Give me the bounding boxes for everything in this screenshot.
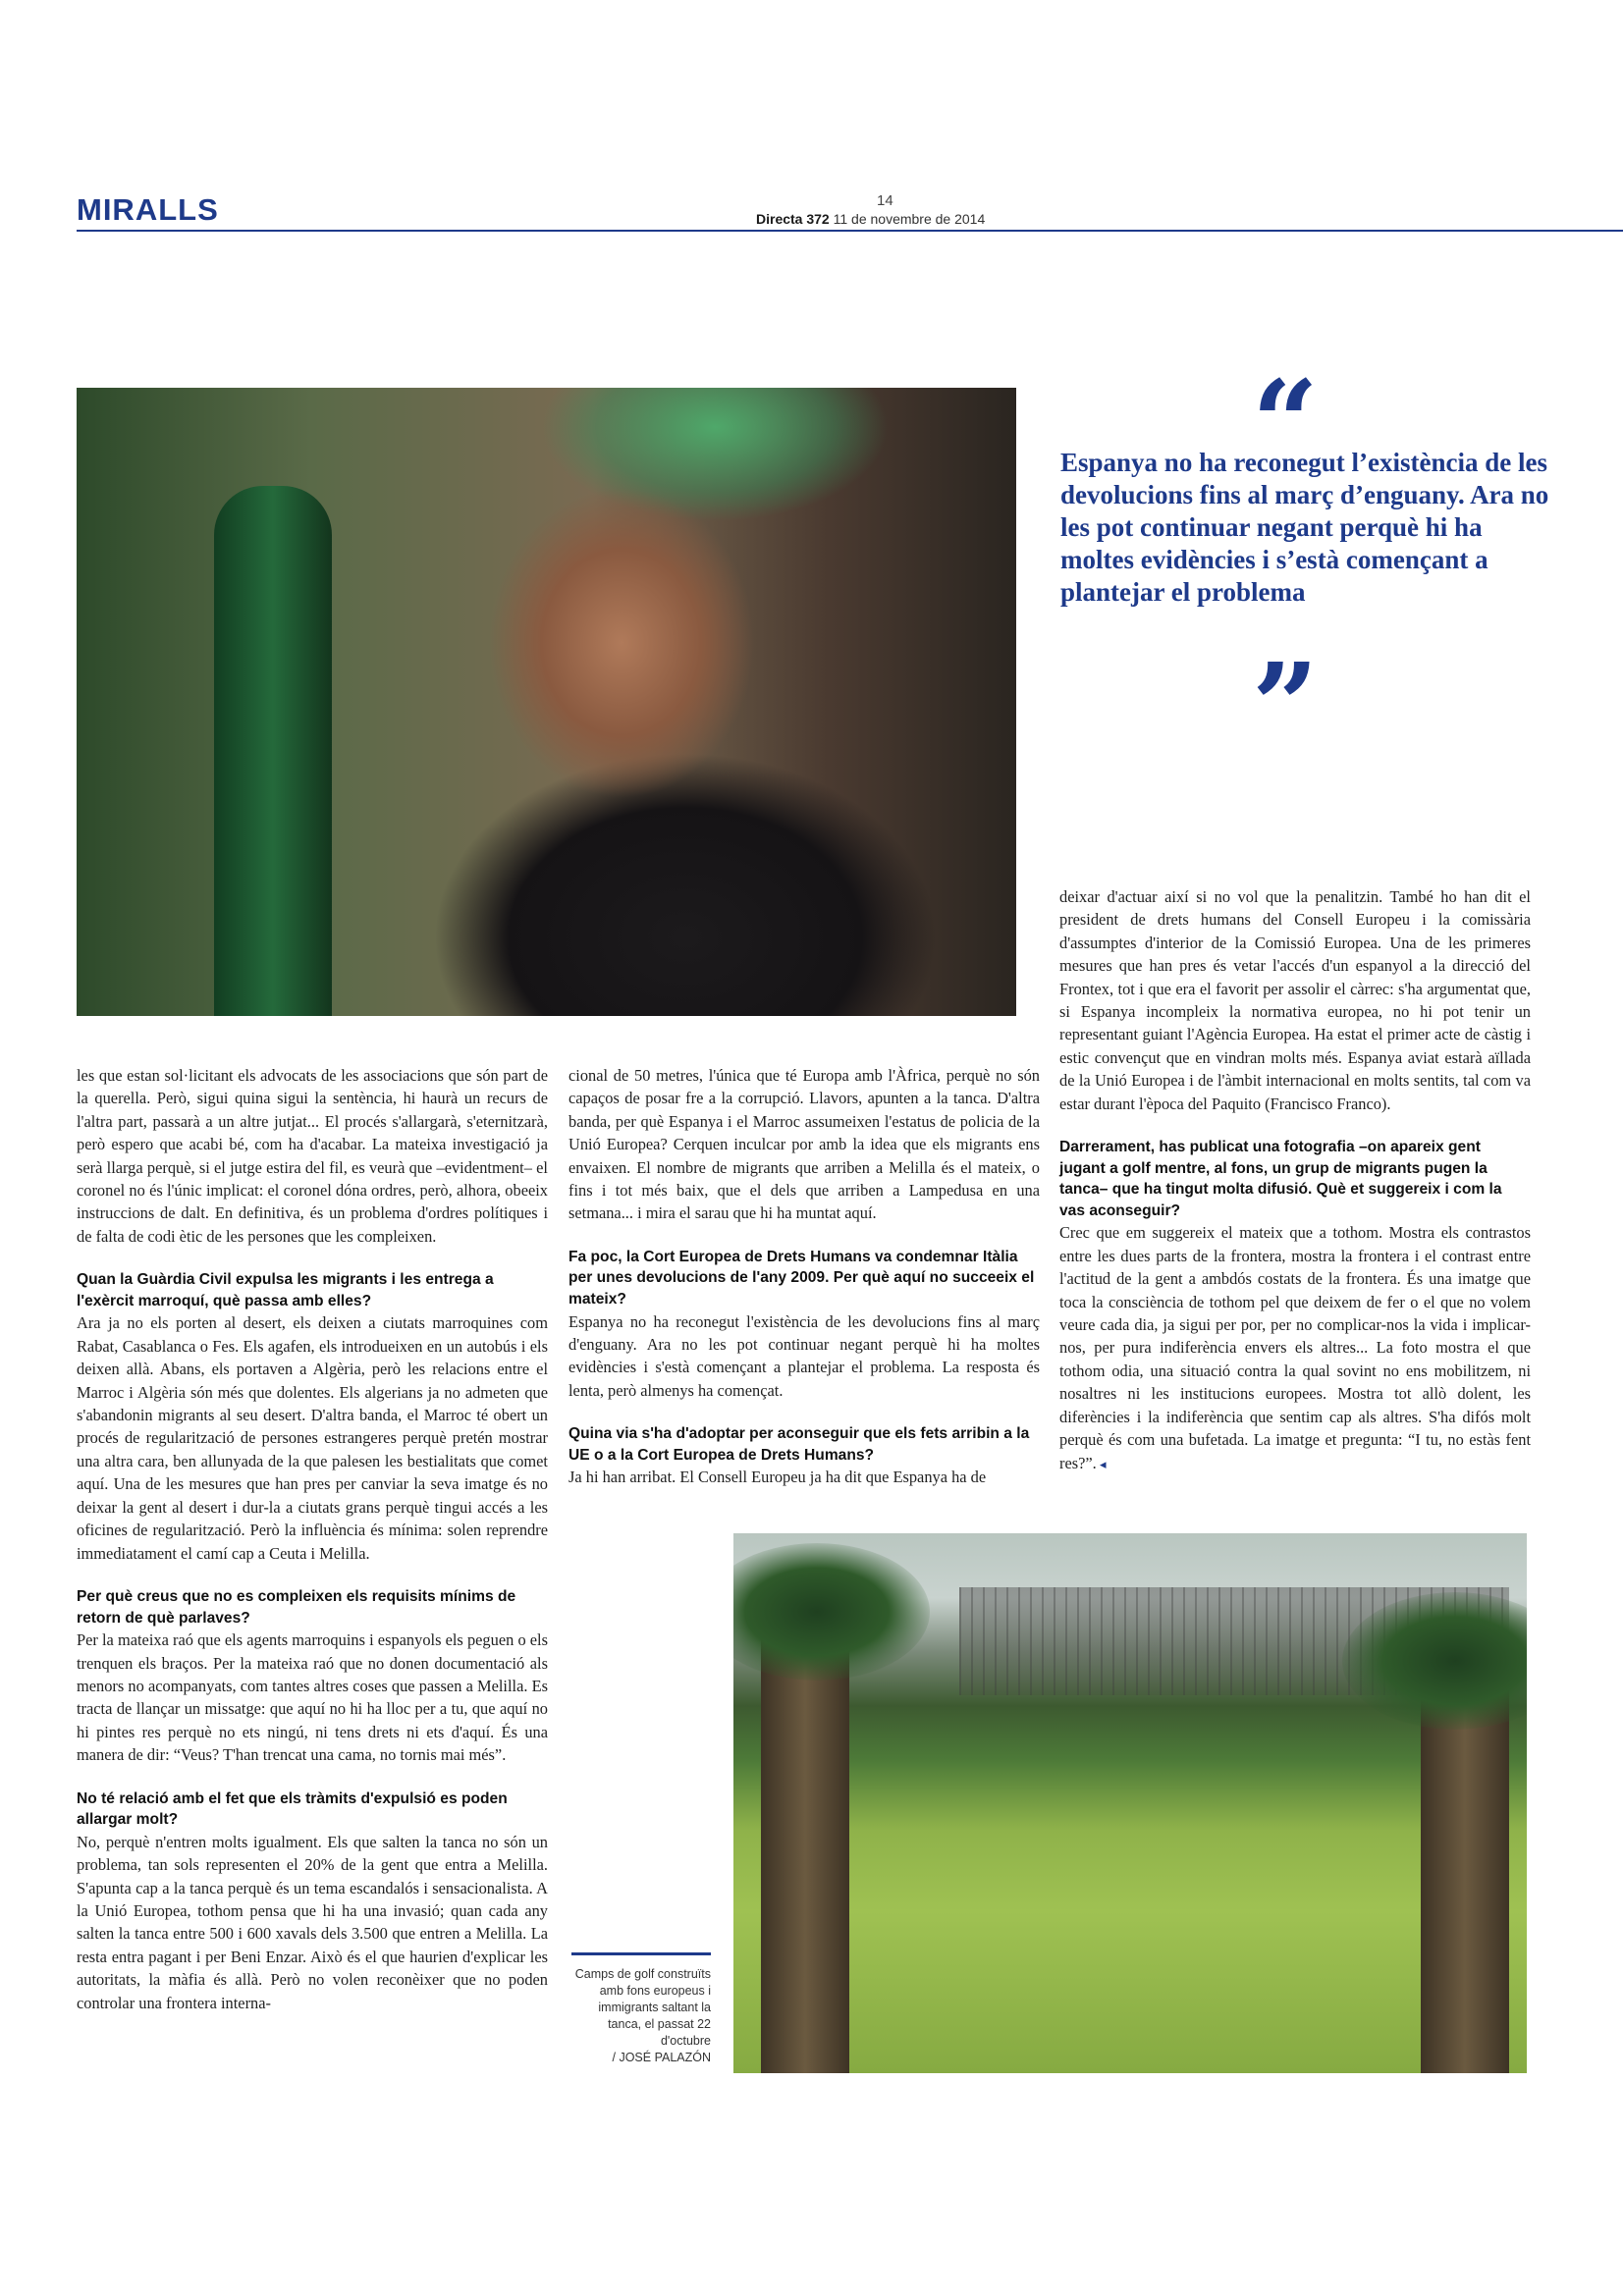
interview-answer: les que estan sol·licitant els advocats de les associacions que són part de la querella. Però, sigui quina sigui la sentència, hi haurà un recurs de l'altra part, passarà a un altre jutjat... El procés s'allargarà, s'eternitzarà, però espero que acabi bé, com ha d'acabar. La mateixa investigació ja serà llarga perquè, si el jutge estira del fil, es veurà que –evidentment– el coronel no és l'únic implicat: el coronel dóna ordres, però, alhora, obeeix instruccions de dalt. En definitiva, és un problema d'ordres polítiques i de falta de codi ètic de les persones que les compleixen. xyxy=(77,1066,548,1246)
interview-question: Per què creus que no es compleixen els requisits mínims de retorn de què parlaves? xyxy=(77,1587,516,1627)
interview-answer: deixar d'actuar així si no vol que la penalitzin. També ho han dit el president de drets humans del Consell Europeu i la comissària d'assumptes d'interior de la Comissió Europea. Una de les primeres mesures que han pres és vetar l'accés d'un espanyol a la direcció del Frontex, tot i que era el favorit per assolir el càrrec: s'ha argumentat que, si Espanya incompleix la normativa europea, no hi pot tenir un representant guiant l'Agència Europea. Ha estat el primer acte de càstig i estic convençut que en vindran molts més. Espanya aviat estarà aïllada de la Unió Europea i de l'àmbit internacional en molts sentits, tal com va estar durant l'època del Paquito (Francisco Franco). xyxy=(1059,887,1531,1113)
interview-question: Quina via s'ha d'adoptar per aconseguir que els fets arribin a la UE o a la Cort Europea de Drets Humans? xyxy=(568,1425,1030,1464)
interview-answer: No, perquè n'entren molts igualment. Els que salten la tanca no són un problema, tan sols representen el 20% de la gent que entra a Melilla. S'apunta cap a la tanca perquè és un tema escandalós i sensacionalista. A la Unió Europea, tothom pensa que hi ha una invasió; quan cada any salten la tanca entre 500 i 600 xavals dels 3.500 que entren a Melilla. La resta entra pagant i per Beni Enzar. Això és el que haurien d'explicar les autoritats, la màfia és allà. Però no volen reconèixer que no poden controlar una frontera interna- xyxy=(77,1832,548,2012)
caption-rule xyxy=(571,1952,711,1955)
interview-question: Darrerament, has publicat una fotografia –on apareix gent jugant a golf mentre, al fons, un grup de migrants pugen la tanca– que ha tingut molta difusió. Què et suggereix i com la vas aconseguir? xyxy=(1059,1139,1502,1219)
caption-text: Camps de golf construïts amb fons europeus i immigrants saltant la tanca, el passat 22 d'octubre xyxy=(574,1967,711,2048)
article-column-1 xyxy=(77,1064,548,2014)
interview-answer: Ara ja no els porten al desert, els deixen a ciutats marroquines com Rabat, Casablanca o Fes. Els agafen, els introdueixen en un autobús i els deixen allà. Abans, els portaven a Algèria, però les relacions entre el Marroc i Algèria són més que dolentes. Els algerians ja no admeten que s'abandonin migrants al seu desert. D'altra banda, el Marroc té obert un procés de regularització de persones estrangeres perquè pretén mostrar una altra cara, ben allunyada de la que palesen les bestialitats que comet aquí. Una de les mesures que han pres per canviar la seva imatge és no deixar la gent al desert i dur-la a ciutats grans perquè tingui accés a les oficines de regularització. Però la influència és mínima: solen reprendre immediatament el camí cap a Ceuta i Melilla. xyxy=(77,1313,548,1563)
interview-answer: Espanya no ha reconegut l'existència de les devolucions fins al març d'enguany. Ara no les pot continuar negant perquè hi ha moltes evidències i s'està començant a plantejar el problema. La resposta és lenta, però almenys ha començat. xyxy=(568,1311,1040,1400)
quote-close-mark: ” xyxy=(1252,637,1319,774)
header-rule xyxy=(77,230,1623,232)
photo-caption xyxy=(571,1966,711,2066)
publication-date: 11 de novembre de 2014 xyxy=(833,211,986,227)
section-title: MIRALLS xyxy=(77,192,219,227)
interview-answer: Per la mateixa raó que els agents marroquins i espanyols els peguen o els trenquen els braços. Per la mateixa raó que no donen documentació als menors no acompanyats, com tantes altres coses que passen a Melilla. Es tracta de llançar un missatge: que aquí no hi ha lloc per a tu, que aquí no hi pintes res perquè no ets ningú, ni tens drets ni ets d'aquí. És una manera de dir: “Veus? T'han trencat una cama, no tornis mai més”. xyxy=(77,1630,548,1765)
caption-credit: / JOSÉ PALAZÓN xyxy=(612,2051,711,2064)
palm-crown xyxy=(733,1543,930,1681)
portrait-photo xyxy=(77,388,1016,1016)
interview-question: No té relació amb el fet que els tràmits d'expulsió es poden allargar molt? xyxy=(77,1789,508,1829)
palm-trunk xyxy=(761,1612,849,2073)
interview-question: Fa poc, la Cort Europea de Drets Humans va condemnar Itàlia per unes devolucions de l'any 2009. Per què aquí no succeeix el mateix? xyxy=(568,1248,1035,1308)
interview-question: Quan la Guàrdia Civil expulsa les migrants i les entrega a l'exèrcit marroquí, què passa amb elles? xyxy=(77,1271,494,1309)
pull-quote: Espanya no ha reconegut l’existència de les devolucions fins al març d’enguany. Ara no les pot continuar negant perquè hi ha moltes evidències i s’està començant a plantejar el problema xyxy=(1060,448,1549,607)
interview-answer: Ja hi han arribat. El Consell Europeu ja ha dit que Espanya ha de xyxy=(568,1468,987,1487)
publication-name: Directa 372 xyxy=(756,211,830,227)
bottle-shape xyxy=(214,486,332,1016)
article-column-3 xyxy=(1059,885,1531,1475)
article-column-2 xyxy=(568,1064,1040,1489)
folio-line xyxy=(756,211,985,227)
interview-answer: cional de 50 metres, l'única que té Europa amb l'Àfrica, perquè no són capaços de posar fre a la corrupció. Llavors, apunten a la tanca. D'altra banda, per què Espanya i el Marroc assumeixen l'estatus de policia de la Unió Europea? Cerquen inculcar por amb la idea que els migrants ens envaixen. El nombre de migrants que arriben a Melilla és el mateix, o fins i tot més baix, que el dels que arriben a Lampedusa en una setmana... i mira el sarau que hi ha muntat aquí. xyxy=(568,1066,1040,1223)
quote-open-mark: “ xyxy=(1252,354,1319,491)
end-mark: ◂ xyxy=(1096,1456,1107,1471)
golf-fence-photo xyxy=(733,1533,1527,2073)
page-number: 14 xyxy=(877,192,893,209)
interview-answer: Crec que em suggereix el mateix que a tothom. Mostra els contrastos entre les dues parts de la frontera, mostra la frontera i el contrast entre l'actitud de la gent a ambdós costats de la frontera. És una imatge que toca la consciència de tothom pel que deixem de fer o el que no volem veure cada dia, ja sigui per por, per no complicar-nos la vida i implicar-nos, per pura indiferència envers els altres... La foto mostra el que tothom odia, una situació contra la qual sovint no ens mobilitzem, ni nosaltres ni les institucions europees. Mostra tot allò dolent, les diferències i la indiferència que sentim cap als altres. S'ha difós molt perquè és com una bufetada. La imatge et pregunta: “I tu, no estàs fent res?”. ◂ xyxy=(1059,1223,1531,1472)
